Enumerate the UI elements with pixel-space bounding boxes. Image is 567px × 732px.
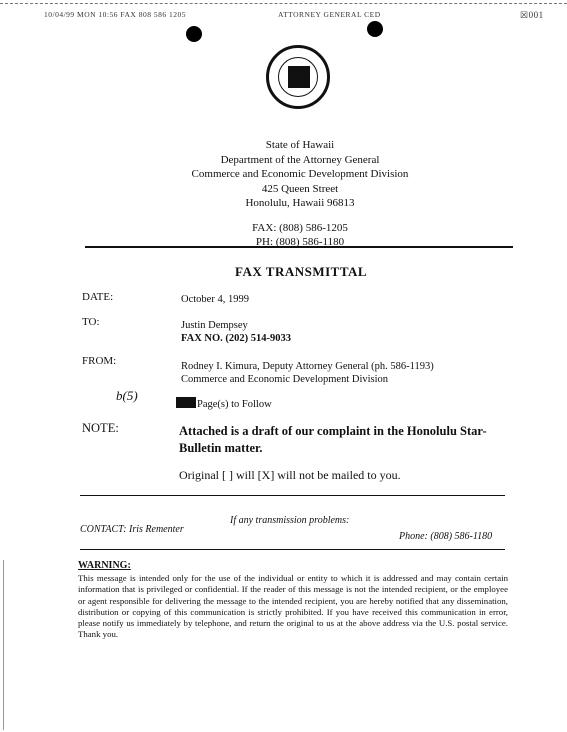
sender-fax: FAX: (808) 586-1205	[252, 221, 348, 234]
warning-title: WARNING:	[78, 560, 131, 571]
date-label: DATE:	[82, 291, 114, 303]
page-number-value: 001	[528, 10, 544, 20]
document-title: FAX TRANSMITTAL	[235, 264, 368, 279]
pages-label: Page(s) to Follow	[197, 399, 272, 410]
date-value: October 4, 1999	[181, 294, 249, 305]
city-address: Honolulu, Hawaii 96813	[245, 197, 355, 209]
rule-middle	[80, 495, 505, 496]
sender-phone: PH: (808) 586-1180	[255, 236, 345, 248]
division-name: Commerce and Economic Development Division	[191, 168, 409, 180]
to-fax-number: FAX NO. (202) 514-9033	[181, 333, 292, 344]
note-text: Attached is a draft of our complaint in the Honolulu Star-Bulletin matter.	[179, 424, 487, 455]
rule-bottom	[80, 549, 505, 550]
punch-hole-right	[367, 21, 383, 37]
left-margin-line	[3, 560, 4, 730]
to-name: Justin Dempsey	[181, 320, 248, 331]
fax-header-sender: ATTORNEY GENERAL CED	[278, 10, 381, 19]
to-label: TO:	[82, 316, 100, 328]
from-line-1: Rodney I. Kimura, Deputy Attorney General (ph. 586-1193)	[181, 361, 434, 372]
top-edge-line	[0, 3, 567, 4]
fax-header-line: 10/04/99 MON 10:56 FAX 808 586 1205	[44, 10, 186, 19]
street-address: 425 Queen Street	[261, 182, 339, 195]
original-mail-status: Original [ ] will [X] will not be mailed to you.	[179, 468, 401, 482]
from-label: FROM:	[82, 355, 117, 367]
page-box-icon: ☒	[520, 10, 529, 20]
state-name: State of Hawaii	[265, 139, 335, 151]
handwritten-annotation: b(5)	[116, 388, 138, 403]
transmission-problems-note: If any transmission problems:	[230, 515, 350, 526]
pages-to-follow	[176, 397, 272, 411]
rule-top	[85, 246, 513, 248]
contact-phone: Phone: (808) 586-1180	[399, 531, 493, 542]
warning-text: This message is intended only for the use of the individual or entity to which it is addressed and may contain certain information that is privileged or confidential. If the reader of this message is not the intended recipient, or the employee or agent responsible for delivering the message to the intended recipient, you are hereby notified that any dissemination, distribution or copying of this communication is strictly prohibited. If you have received this communication in error, please notify us immediately by telephone, and return the original to us at the above address via the U.S. postal service. Thank you.	[78, 573, 508, 640]
redaction-mark	[176, 397, 196, 408]
contact-person: CONTACT: Iris Rementer	[80, 524, 184, 535]
fax-page-number	[520, 10, 544, 21]
sender-address	[150, 138, 450, 250]
department-name: Department of the Attorney General	[220, 153, 380, 166]
note-label: NOTE:	[82, 421, 119, 435]
state-seal-icon	[266, 45, 330, 109]
punch-hole-left	[186, 26, 202, 42]
from-line-2: Commerce and Economic Development Division	[181, 374, 389, 385]
